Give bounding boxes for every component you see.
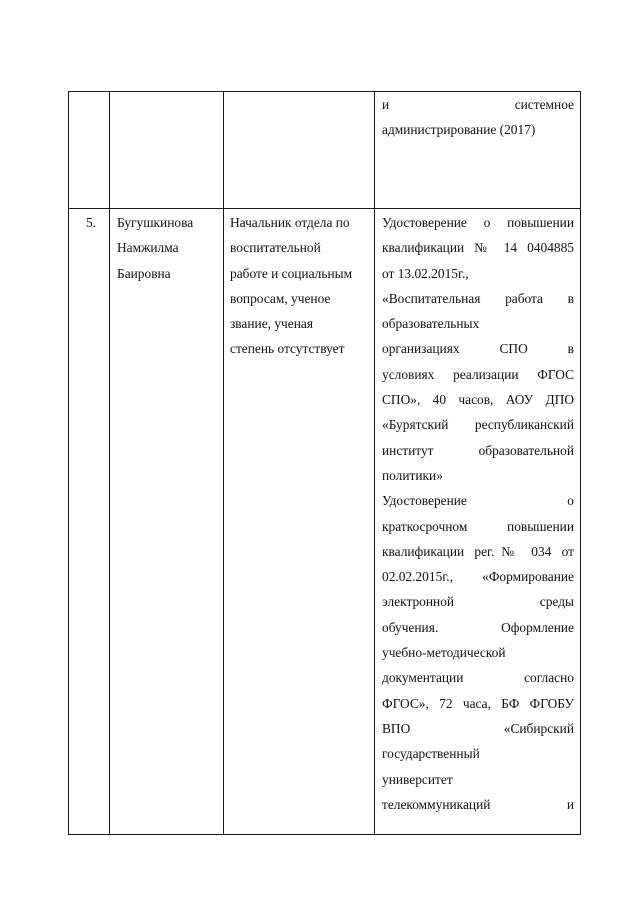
qualification-line: ВПО «Сибирский (382, 720, 574, 736)
cell-position (224, 209, 375, 835)
qualification-line: государственный (382, 746, 480, 762)
qualification-line: обучения. Оформление (382, 619, 574, 635)
cell-number (69, 92, 110, 209)
cell-name (110, 92, 224, 209)
qualification-line: «Воспитательная работа в (382, 290, 574, 306)
cell-name (110, 209, 224, 835)
name-line: Намжилма (117, 240, 179, 256)
qualification-line: Удостоверение о (382, 493, 574, 509)
qualification-line: квалификации рег.№ 034 от (382, 543, 574, 559)
position-line: вопросам, ученое (230, 290, 331, 306)
qualification-line: электронной среды (382, 594, 574, 610)
qualification-line: политики» (382, 467, 443, 483)
qualification-line: телекоммуникаций и (382, 796, 574, 812)
position-line: звание, ученая (230, 316, 313, 332)
qualification-line: СПО», 40 часов, АОУ ДПО (382, 392, 574, 408)
qualification-line: Удостоверение о повышении (382, 215, 574, 230)
qualification-line: организациях СПО в (382, 341, 574, 357)
qualification-line: образовательных (382, 316, 480, 332)
qualification-line: квалификации № 14 0404885 (382, 240, 574, 256)
qualification-line: администрирование (2017) (382, 122, 536, 138)
qualification-line: учебно-методической (382, 645, 506, 661)
cell-qualification (375, 209, 581, 835)
table-row-5 (69, 209, 581, 835)
qualification-line: документации согласно (382, 670, 574, 686)
cell-number (69, 209, 110, 835)
qualification-line: «Бурятский республиканский (382, 417, 574, 433)
table-row-continued (69, 92, 581, 209)
qualification-line: и системное (382, 97, 574, 112)
qualification-line: 02.02.2015г., «Формирование (382, 569, 574, 585)
name-line: Баировна (117, 265, 171, 281)
cell-position (224, 92, 375, 209)
qualification-line: от 13.02.2015г., (382, 265, 469, 281)
position-line: Начальник отдела по (230, 215, 350, 230)
qualification-line: институт образовательной (382, 442, 574, 458)
qualification-line: краткосрочном повышении (382, 518, 574, 534)
qualification-line: ФГОС», 72 часа, БФ ФГОБУ (382, 695, 574, 711)
row-number: 5. (85, 215, 97, 230)
qualification-line: университет (382, 771, 453, 787)
cell-qualification (375, 92, 581, 209)
name-line: Бугушкинова (117, 215, 194, 230)
position-line: степень отсутствует (230, 341, 345, 357)
staff-table (68, 91, 581, 835)
position-line: работе и социальным (230, 265, 353, 281)
qualification-line: условиях реализации ФГОС (382, 366, 574, 382)
position-line: воспитательной (230, 240, 321, 256)
